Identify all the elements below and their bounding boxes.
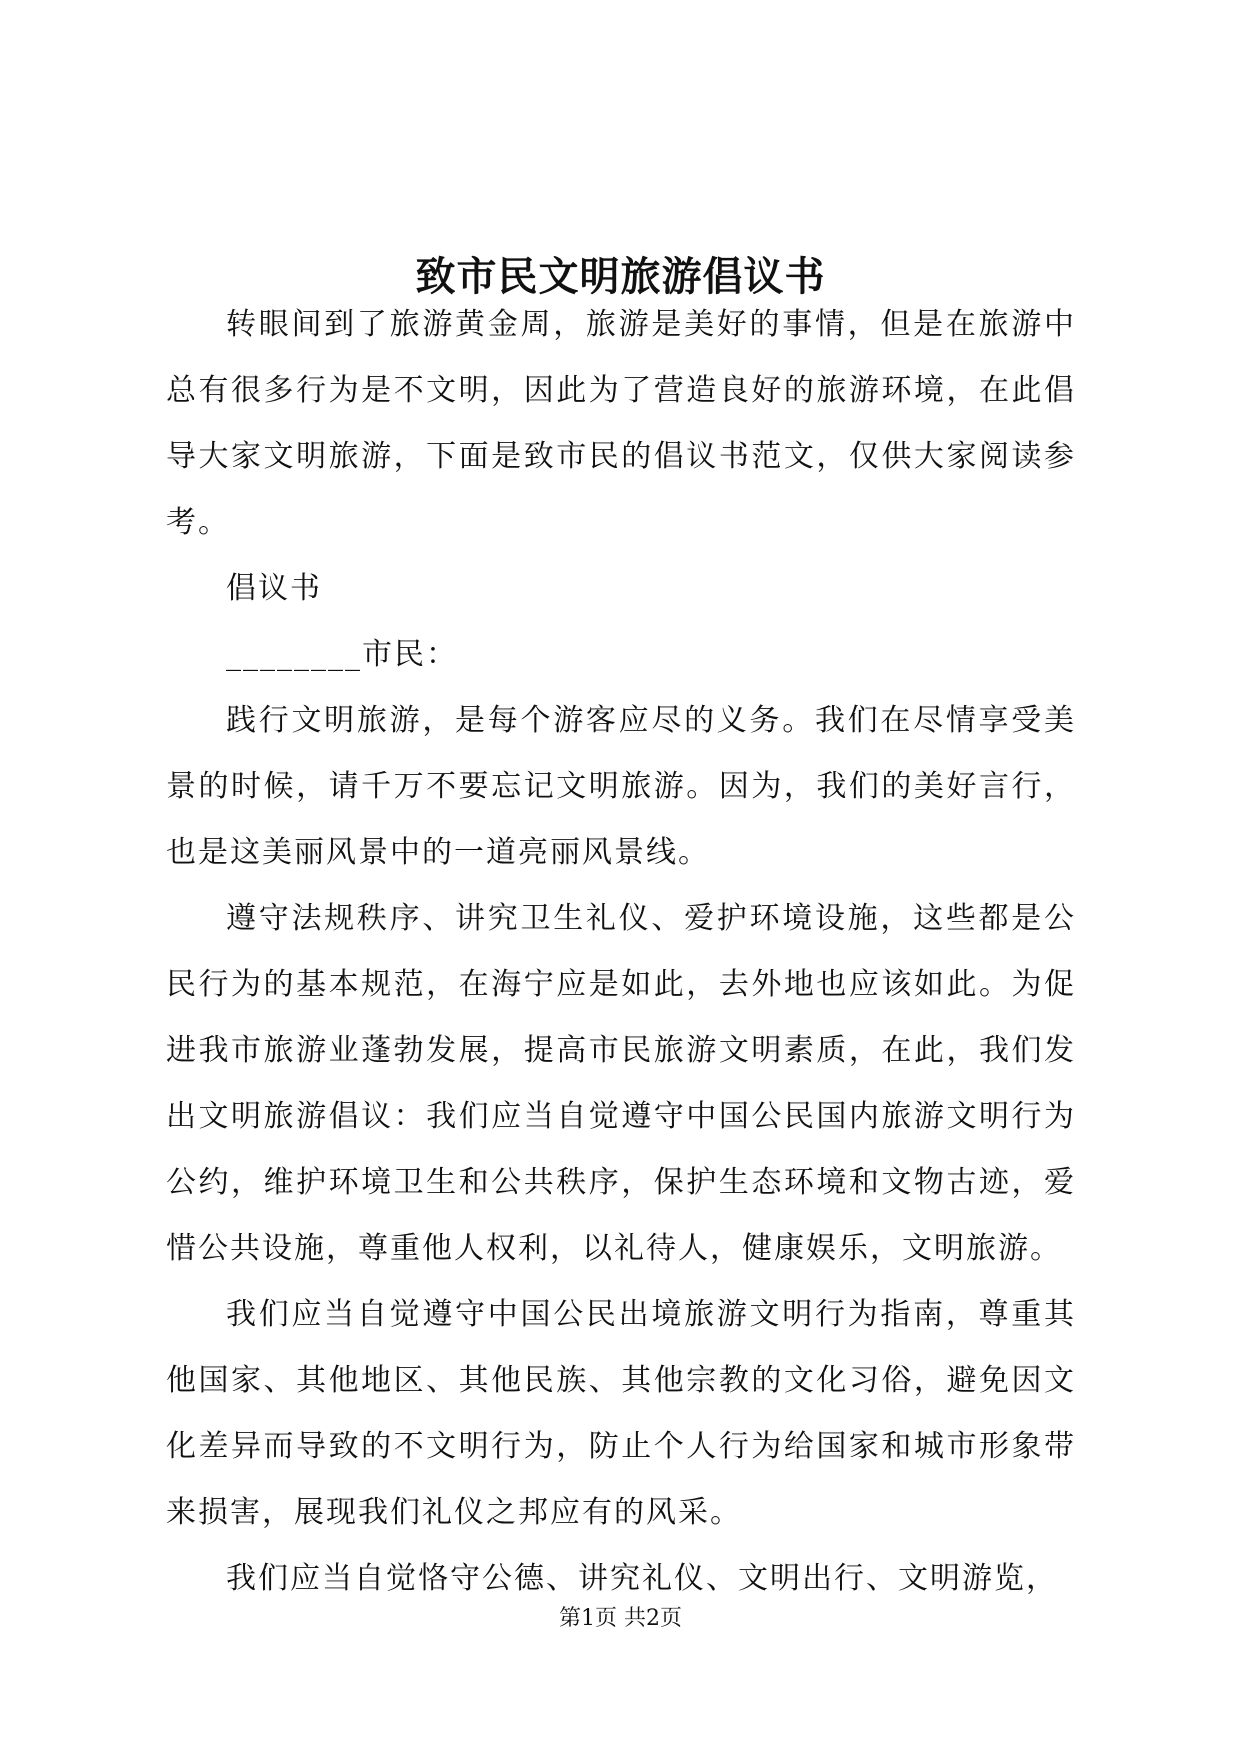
body-paragraph: 我们应当自觉恪守公德、讲究礼仪、文明出行、文明游览， (226, 1561, 1058, 1596)
document-title: 致市民文明旅游倡议书 (415, 252, 826, 300)
intro-paragraph: 转眼间到了旅游黄金周，旅游是美好的事情，但是在旅游中总有很多行为是不文明，因此为了营造良好的旅游环境，在此倡导大家文明旅游，下面是致市民的倡议书范文，仅供大家阅读参考。 (166, 307, 1076, 540)
page-footer: 第1页 共2页 (559, 1606, 682, 1631)
body-paragraph: 践行文明旅游，是每个游客应尽的义务。我们在尽情享受美景的时候，请千万不要忘记文明旅游。因为，我们的美好言行，也是这美丽风景中的一道亮丽风景线。 (166, 703, 1076, 870)
salutation: ________市民： (226, 637, 458, 672)
body-paragraph: 遵守法规秩序、讲究卫生礼仪、爱护环境设施，这些都是公民行为的基本规范，在海宁应是如此，去外地也应该如此。为促进我市旅游业蓬勃发展，提高市民旅游文明素质，在此，我们发出文明旅游倡议：我们应当自觉遵守中国公民国内旅游文明行为公约，维护环境卫生和公共秩序，保护生态环境和文物古迹，爱惜公共设施，尊重他人权利，以礼待人，健康娱乐，文明旅游。 (166, 901, 1076, 1266)
body-paragraph: 我们应当自觉遵守中国公民出境旅游文明行为指南，尊重其他国家、其他地区、其他民族、其他宗教的文化习俗，避免因文化差异而导致的不文明行为，防止个人行为给国家和城市形象带来损害，展现我们礼仪之邦应有的风采。 (166, 1297, 1076, 1530)
proposal-heading: 倡议书 (226, 571, 322, 606)
document-body (166, 292, 1076, 1612)
